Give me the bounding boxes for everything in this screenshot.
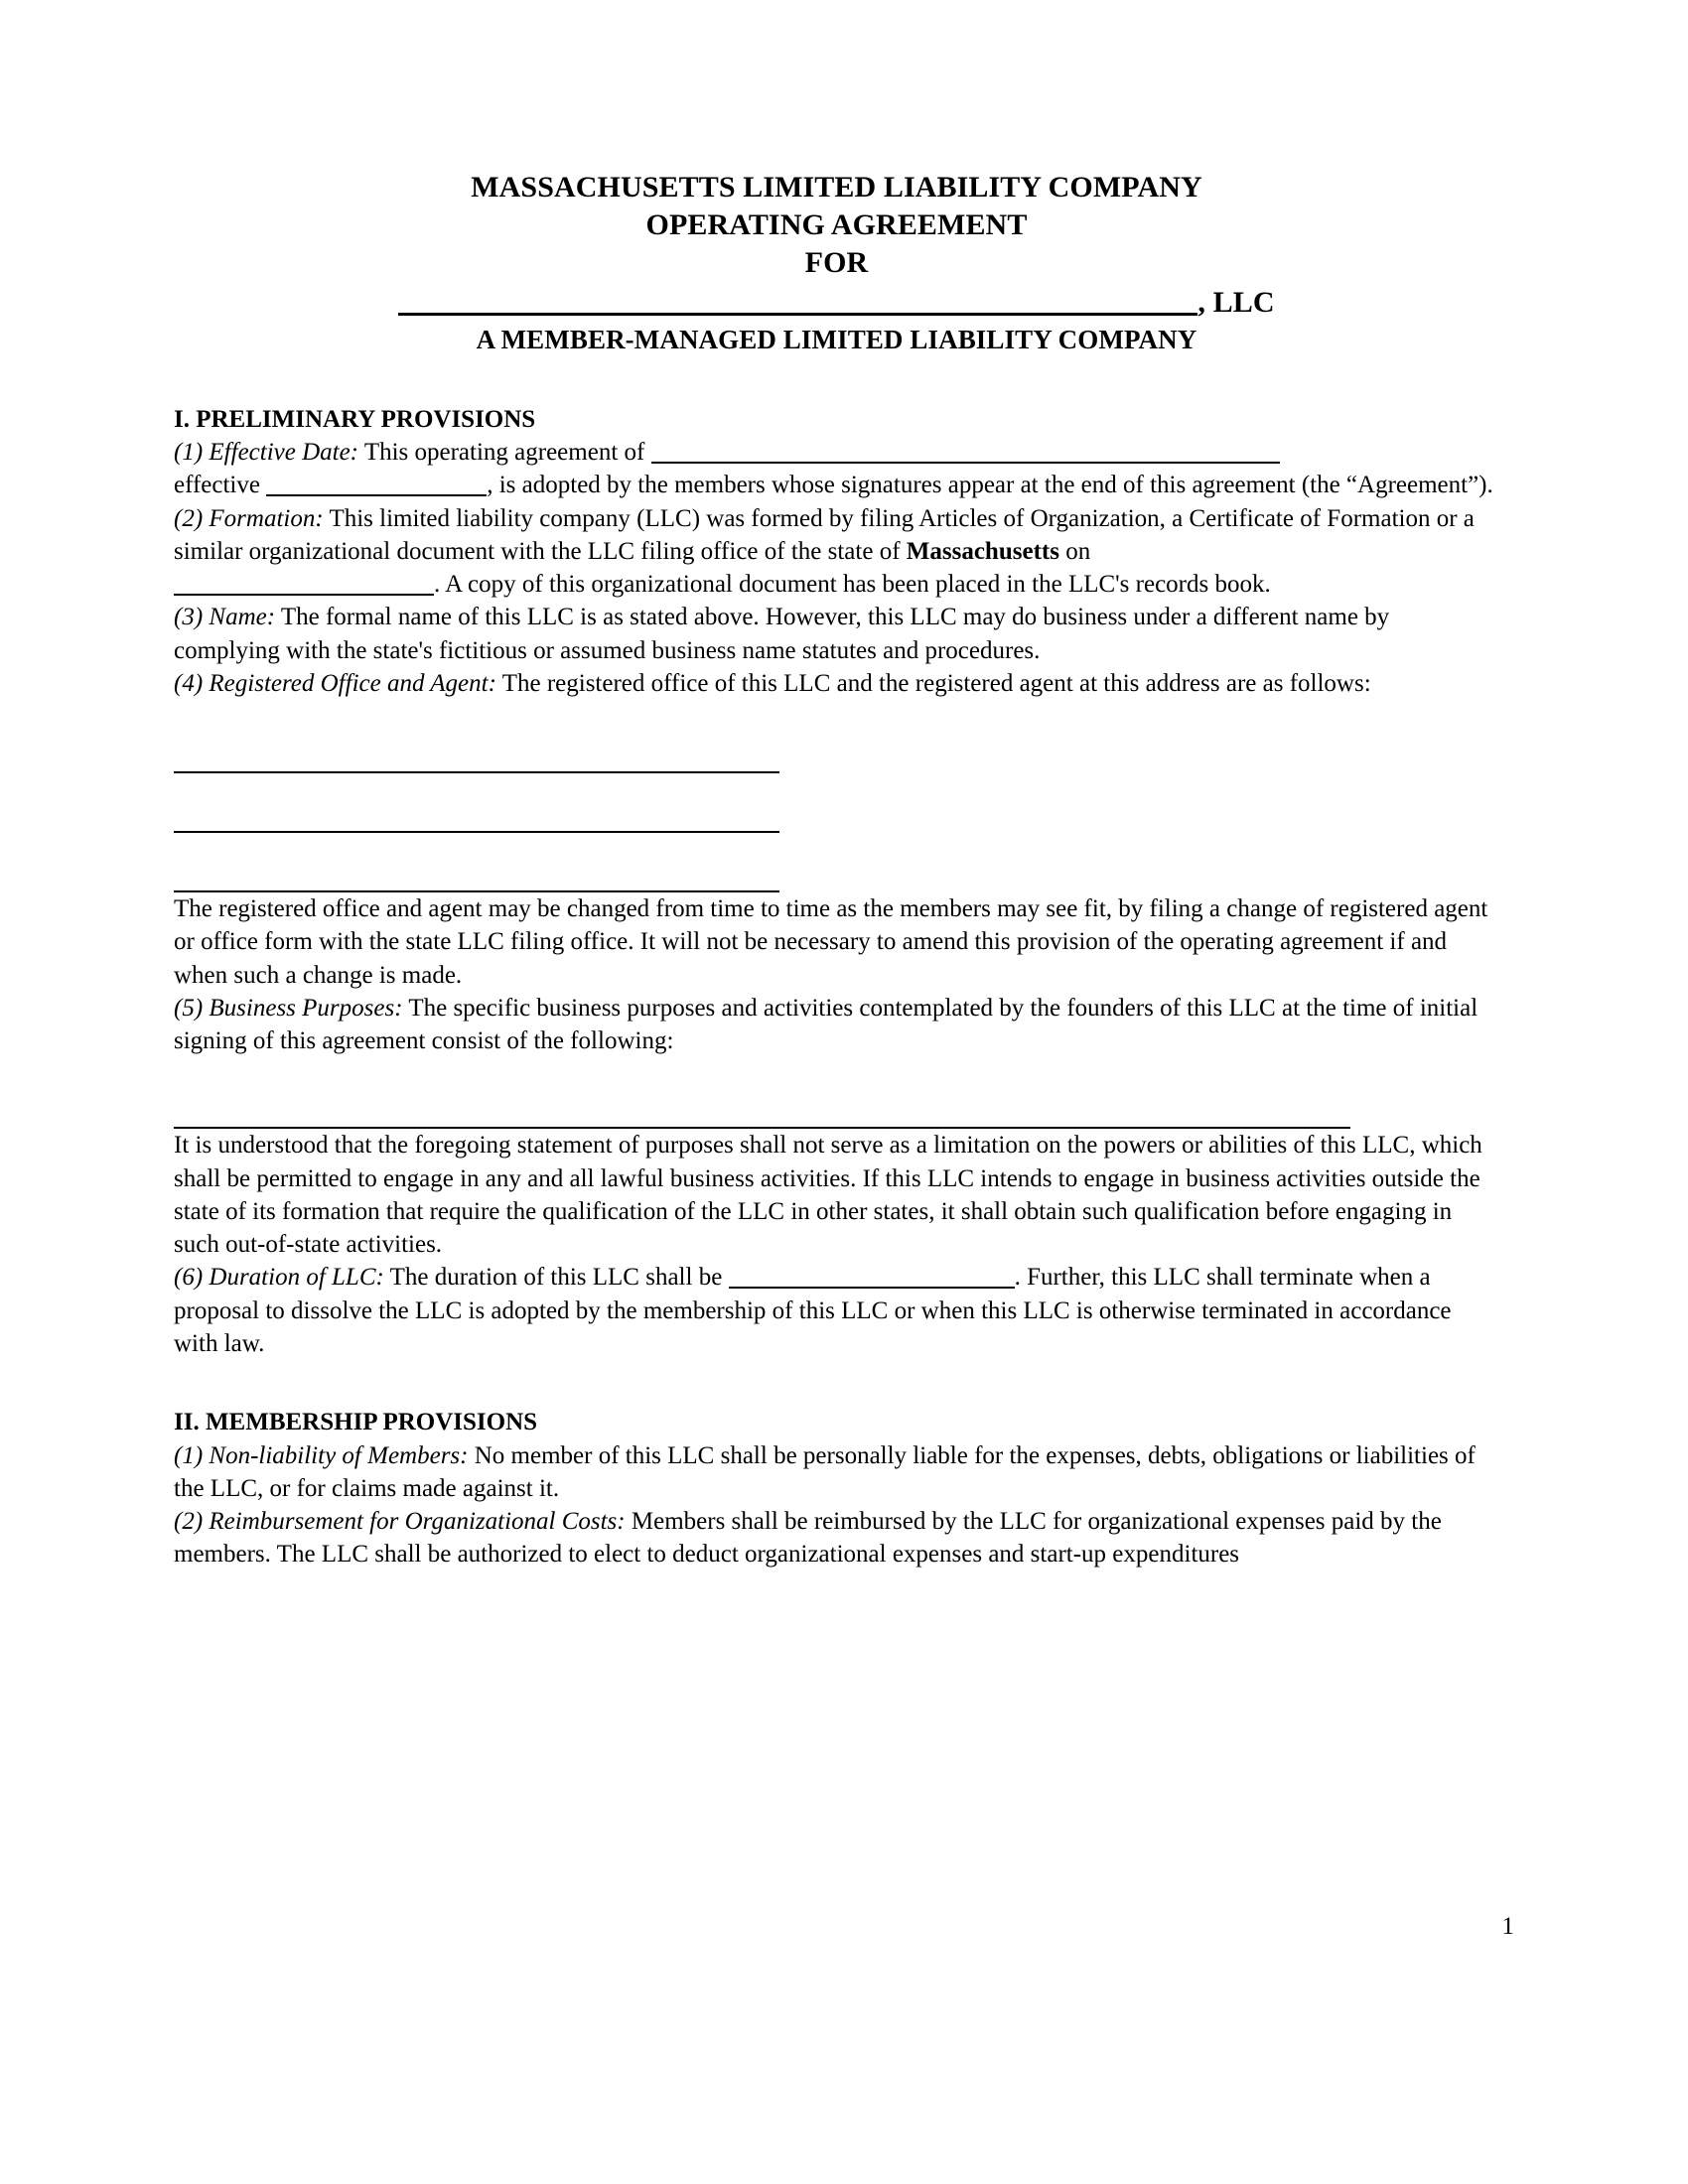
clause-text-reimbursement-organizational-costs: Members shall be reimbursed by the LLC for organizational expenses paid by the members. The LLC shall be authorized to elect to deduct organizational expenses and start-up expenditures	[174, 1508, 1442, 1569]
clause-text-non-liability-members: No member of this LLC shall be personally liable for the expenses, debts, obligations or liabilities of the LLC, or for claims made against it.	[174, 1441, 1476, 1502]
clause-label-non-liability-members: (1) Non-liability of Members:	[174, 1441, 469, 1469]
clause-label-registered-office-agent: (4) Registered Office and Agent:	[174, 669, 496, 697]
clause-business-purposes-followup: It is understood that the foregoing statement of purposes shall not serve as a limitation on the powers or abilities of this LLC, which shall be permitted to engage in any and all lawful business activities. If this LLC intends to engage in business activities outside the state of its formation that require the qualification of the LLC in other states, it shall obtain such qualification before engaging in such out-of-state activities.	[174, 1132, 1482, 1259]
clause-text-effective-date-a: This operating agreement of	[358, 439, 651, 467]
registered-agent-blank-line-1[interactable]	[174, 771, 779, 773]
clause-text-duration-c: . Further, this LLC shall terminate when a proposal to dissolve the LLC is adopted by the membership of this LLC or when this LLC is otherwise terminated in accordance with law.	[174, 1264, 1452, 1357]
clause-label-duration: (6) Duration of LLC:	[174, 1264, 384, 1292]
clause-text-duration-a: The duration of this LLC shall be	[383, 1264, 729, 1292]
clause-effective-date	[174, 436, 1499, 502]
title-line-3: FOR	[804, 246, 869, 280]
section-heading-preliminary-provisions: I. PRELIMINARY PROVISIONS	[174, 405, 536, 433]
clause-label-reimbursement-organizational-costs: (2) Reimbursement for Organizational Costs:	[174, 1508, 626, 1536]
clause-label-formation: (2) Formation:	[174, 504, 324, 532]
effective-agreement-blank-field[interactable]	[651, 440, 1280, 464]
clause-label-business-purposes: (5) Business Purposes:	[174, 994, 403, 1022]
duration-blank-field[interactable]	[729, 1265, 1015, 1289]
clause-text-formation-c: . A copy of this organizational document has been placed in the LLC's records book.	[434, 571, 1271, 599]
clause-business-purposes	[174, 992, 1499, 1058]
clause-duration	[174, 1261, 1499, 1360]
effective-date-blank-field[interactable]	[266, 473, 487, 496]
clause-text-formation-b: on	[1058, 537, 1091, 565]
clause-non-liability-members	[174, 1439, 1499, 1506]
clause-label-effective-date: (1) Effective Date:	[174, 439, 359, 467]
clause-text-registered-office-agent: The registered office of this LLC and the registered agent at this address are as follows:	[495, 669, 1371, 697]
company-name-row	[174, 284, 1499, 322]
company-suffix-label: , LLC	[1197, 286, 1275, 320]
clause-name	[174, 601, 1499, 667]
document-title-block	[174, 169, 1499, 357]
formation-date-blank-field[interactable]	[174, 572, 434, 596]
title-line-1: MASSACHUSETTS LIMITED LIABILITY COMPANY	[471, 171, 1202, 204]
clause-text-name: The formal name of this LLC is as stated above. However, this LLC may do business under a different name by complying with the state's fictitious or assumed business name statutes and procedures.	[174, 604, 1390, 664]
document-subtitle: A MEMBER-MANAGED LIMITED LIABILITY COMPANY	[476, 325, 1197, 355]
document-content	[174, 169, 1499, 1571]
title-line-2: OPERATING AGREEMENT	[645, 208, 1028, 242]
registered-agent-blank-line-2[interactable]	[174, 831, 779, 833]
clause-text-formation-a: This limited liability company (LLC) was formed by filing Articles of Organization, a Certificate of Formation or a similar organizational document with the LLC filing office of the state of	[174, 504, 1475, 565]
company-name-blank-field[interactable]	[398, 287, 1197, 316]
state-name-massachusetts: Massachusetts	[906, 537, 1059, 565]
section-heading-membership-provisions: II. MEMBERSHIP PROVISIONS	[174, 1409, 538, 1436]
clause-label-name: (3) Name:	[174, 604, 276, 631]
clause-registered-office-agent	[174, 667, 1499, 700]
clause-registered-office-followup: The registered office and agent may be changed from time to time as the members may see fit, by filing a change of registered agent or office form with the state LLC filing office. It will not be necessary to amend this provision of the operating agreement if and when such a change is made.	[174, 895, 1488, 989]
page-number: 1	[1501, 1913, 1514, 1940]
clause-text-business-purposes: The specific business purposes and activities contemplated by the founders of this LLC at the time of initial signing of this agreement consist of the following:	[174, 994, 1478, 1055]
clause-text-effective-date-b: effective	[174, 472, 267, 499]
clause-formation	[174, 502, 1499, 602]
clause-text-effective-date-c: , is adopted by the members whose signatures appear at the end of this agreement (the “Agreement”).	[487, 472, 1493, 499]
clause-reimbursement-organizational-costs	[174, 1505, 1499, 1571]
